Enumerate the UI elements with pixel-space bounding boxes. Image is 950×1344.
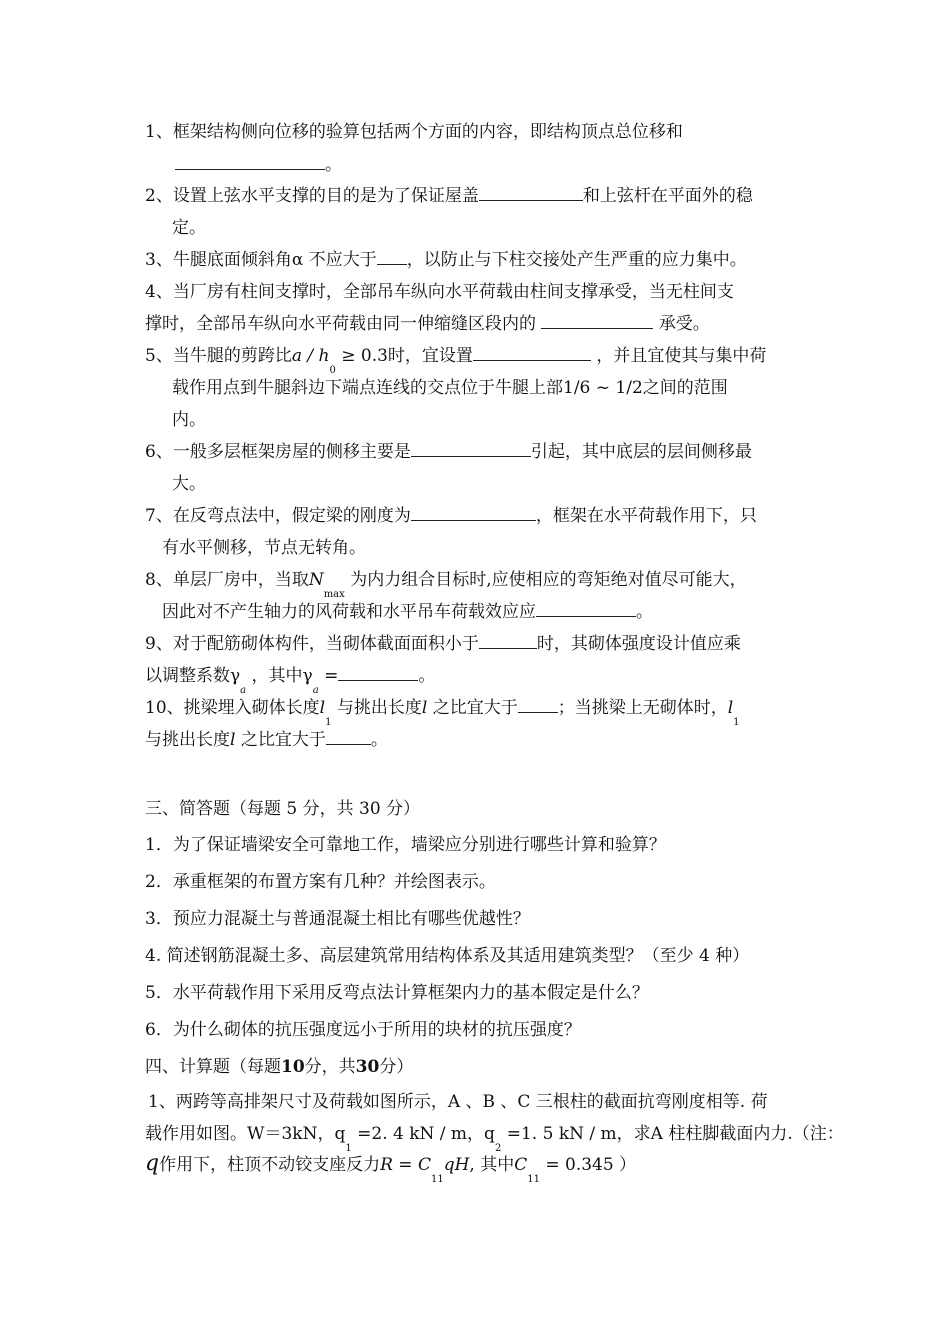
subscript: 1 [345, 1143, 352, 1154]
question-4-line-2 [145, 312, 710, 336]
question-1-line-2 [175, 153, 342, 177]
answer-blank[interactable] [411, 504, 536, 521]
question-text: ，以防止与下柱交接处产生严重的应力集中。 [406, 250, 747, 270]
question-4-line-1 [145, 280, 734, 304]
question-text: 1、框架结构侧向位移的验算包括两个方面的内容，即结构顶点总位移和 [145, 122, 683, 142]
question-3-line-1 [145, 248, 747, 272]
section-title: 分，共 [304, 1057, 356, 1077]
question-text: = [318, 666, 339, 686]
question-5-line-1 [145, 344, 767, 376]
question-text: 2．承重框架的布置方案有几种？并绘图表示。 [145, 872, 496, 892]
answer-blank[interactable] [175, 153, 325, 170]
question-10-line-1 [145, 696, 740, 728]
calc-problem-line-2 [145, 1122, 844, 1154]
question-text: ；当挑梁上无砌体时， [557, 698, 728, 718]
length-symbol: l [230, 730, 236, 750]
question-text: 2、设置上弦水平支撑的目的是为了保证屋盖 [145, 186, 479, 206]
question-text: 之比宜大于 [240, 730, 326, 750]
section-heading-short-answer [145, 797, 420, 821]
question-text: 5．水平荷载作用下采用反弯点法计算框架内力的基本假定是什么？ [145, 983, 649, 1003]
question-text: 载作用点到牛腿斜边下端点连线的交点位于牛腿上部1/6 ~ 1/2之间的范围 [172, 378, 728, 398]
question-1-line-1 [145, 120, 683, 144]
short-answer-item [145, 1018, 581, 1042]
question-text: 撑时，全部吊车纵向水平荷载由同一伸缩缝区段内的 [145, 314, 536, 334]
length-symbol: l [421, 698, 428, 718]
question-8-line-1 [145, 568, 747, 600]
length-symbol: l [727, 698, 734, 718]
question-text: =2. 4 kN / m，q [351, 1124, 495, 1144]
question-text: =1. 5 kN / m，求A 柱柱脚截面内力.（注： [501, 1124, 844, 1144]
formula: qH [443, 1155, 470, 1175]
question-text: 。 [325, 155, 342, 175]
question-2-line-2 [172, 216, 206, 240]
answer-blank[interactable] [536, 600, 636, 617]
subscript: 11 [430, 1174, 444, 1185]
question-text: 。 [418, 666, 436, 686]
question-6-line-1 [145, 440, 752, 464]
question-text: 。 [370, 730, 388, 750]
question-7-line-2 [162, 536, 366, 560]
question-5-line-2 [172, 376, 728, 400]
question-text: 7、在反弯点法中，假定梁的刚度为 [145, 506, 411, 526]
question-text: 大。 [172, 474, 206, 494]
subscript: max [323, 589, 345, 600]
question-6-line-2 [172, 472, 206, 496]
answer-blank[interactable] [326, 728, 371, 745]
question-text: 5、当牛腿的剪跨比 [145, 346, 292, 366]
question-text: 承受。 [658, 314, 710, 334]
shear-span-ratio: a / h [291, 346, 330, 366]
question-text: 以调整系数γ [145, 666, 241, 686]
question-text: 因此对不产生轴力的风荷载和水平吊车荷载效应应 [162, 602, 536, 622]
question-5-line-3 [172, 408, 206, 432]
question-text: ，框架在水平荷载作用下，只 [535, 506, 757, 526]
question-text: 6、一般多层框架房屋的侧移主要是 [145, 442, 411, 462]
question-text: 定。 [172, 218, 206, 238]
question-text: , 其中 [469, 1155, 515, 1175]
question-text: 8、单层厂房中，当取 [145, 570, 309, 590]
formula: C [514, 1155, 528, 1175]
question-text: 为内力组合目标时,应使相应的弯矩绝对值尽可能大， [350, 570, 747, 590]
question-text: 内。 [172, 410, 206, 430]
subscript: 0 [329, 365, 336, 376]
question-text: 。 [636, 602, 653, 622]
question-2-line-1 [145, 184, 753, 208]
question-text: 6．为什么砌体的抗压强度远小于所用的块材的抗压强度？ [145, 1020, 581, 1040]
subscript: 2 [494, 1143, 502, 1154]
question-text: 和上弦杆在平面外的稳 [582, 186, 753, 206]
answer-blank[interactable] [479, 632, 537, 649]
subscript: 1 [733, 717, 740, 728]
question-7-line-1 [145, 504, 757, 528]
section-heading-calculation [145, 1055, 413, 1079]
question-10-line-2 [145, 728, 388, 752]
section-title: 三、简答题（每题 5 分，共 30 分） [145, 799, 421, 819]
question-text: ≥ 0.3时，宜设置 [335, 346, 473, 366]
subscript: a [312, 685, 319, 696]
question-text: 作用下，柱顶不动铰支座反力 [159, 1155, 381, 1175]
subscript: 1 [325, 717, 332, 728]
question-9-line-2 [145, 664, 436, 696]
question-text: ，其中γ [251, 666, 313, 686]
question-text: 与挑出长度 [145, 730, 230, 750]
section-title: 10 [281, 1057, 305, 1077]
answer-blank[interactable] [377, 248, 407, 265]
formula: R = C [380, 1155, 431, 1175]
answer-blank[interactable] [473, 344, 591, 361]
section-title: 四、计算题（每题 [145, 1057, 281, 1077]
question-text: 1．为了保证墙梁安全可靠地工作，墙梁应分别进行哪些计算和验算？ [145, 835, 666, 855]
question-text: 4. 简述钢筋混凝土多、高层建筑常用结构体系及其适用建筑类型？（至少 4 种） [145, 946, 750, 966]
question-text: 3、牛腿底面倾斜角α 不应大于 [145, 250, 377, 270]
short-answer-item [145, 907, 530, 931]
question-text: 有水平侧移，节点无转角。 [162, 538, 366, 558]
question-text: 引起，其中底层的层间侧移最 [530, 442, 752, 462]
question-8-line-2 [162, 600, 653, 624]
axial-force-symbol: N [308, 570, 324, 590]
question-9-line-1 [145, 632, 741, 656]
short-answer-item [145, 981, 649, 1005]
question-text: = 0.345 ） [539, 1155, 637, 1175]
question-text: 与挑出长度 [336, 698, 422, 718]
question-text: ，并且宜使其与集中荷 [596, 346, 767, 366]
section-title: 30 [355, 1057, 380, 1077]
section-title: 分） [379, 1057, 414, 1077]
short-answer-item [145, 870, 496, 894]
answer-blank[interactable] [411, 440, 531, 457]
calc-problem-line-3 [145, 1151, 637, 1185]
answer-blank[interactable] [518, 696, 558, 713]
calc-problem-line-1 [148, 1090, 768, 1114]
short-answer-item [145, 833, 666, 857]
short-answer-item [145, 944, 749, 968]
question-text: 1、两跨等高排架尺寸及荷载如图所示，A 、B 、C 三根柱的截面抗弯刚度相等. 荷 [148, 1092, 768, 1112]
subscript: a [240, 685, 247, 696]
question-text: 时，其砌体强度设计值应乘 [536, 634, 741, 654]
answer-blank[interactable] [541, 312, 653, 329]
length-symbol: l [319, 698, 326, 718]
answer-blank[interactable] [479, 184, 583, 201]
question-text: 4、当厂房有柱间支撑时，全部吊车纵向水平荷载由柱间支撑承受，当无柱间支 [145, 282, 734, 302]
question-text: 载作用如图。W＝3kN，q [145, 1124, 346, 1144]
question-text: 之比宜大于 [432, 698, 518, 718]
question-text: 10、挑梁埋入砌体长度 [145, 698, 320, 718]
question-text: 3．预应力混凝土与普通混凝土相比有哪些优越性？ [145, 909, 530, 929]
load-symbol: q [145, 1151, 160, 1176]
question-text: 9、对于配筋砌体构件，当砌体截面面积小于 [145, 634, 479, 654]
answer-blank[interactable] [338, 664, 418, 681]
subscript: 11 [527, 1174, 540, 1185]
